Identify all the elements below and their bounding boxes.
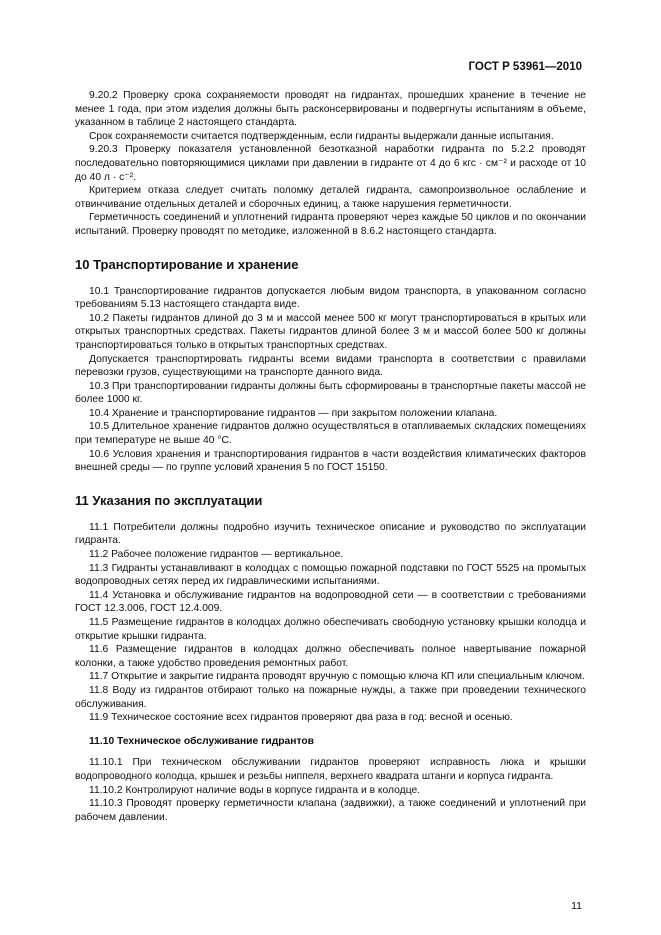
paragraph: 11.10.2 Контролируют наличие воды в корпусе гидранта и в колодце.: [89, 784, 421, 796]
paragraph: 11.4 Установка и обслуживание гидрантов на водопроводной сети — в соответствии с требованиями ГОСТ 12.3.006, ГОСТ 12.4.009.: [75, 589, 586, 615]
paragraph: Срок сохраняемости считается подтвержденным, если гидранты выдержали данные испытания.: [89, 130, 554, 142]
subsection-11-10: [75, 756, 586, 824]
page-body: [75, 89, 586, 824]
standard-number: ГОСТ Р 53961—2010: [468, 61, 582, 73]
paragraph: 10.5 Длительное хранение гидрантов должно осуществляться в отапливаемых складских помещениях при температуре не выше 40 °С.: [75, 421, 586, 447]
paragraph: 10.4 Хранение и транспортирование гидрантов — при закрытом положении клапана.: [89, 407, 498, 419]
section-heading-10: 10 Транспортирование и хранение: [75, 256, 299, 272]
paragraph: 11.6 Размещение гидрантов в колодцах должно обеспечивать полное навертывание пожарной колонки, а также удобство проведения ремонтных работ.: [75, 644, 586, 669]
paragraph: 11.5 Размещение гидрантов в колодцах должно обеспечивать свободную установку крышки колодца и открытие крышки гидранта.: [75, 617, 586, 642]
paragraph: 11.10.1 При техническом обслуживании гидрантов проверяют исправность люка и крышки водопроводного колодца, крышек и резьбы ниппеля, верхнего квадрата штанги и корпуса гидранта.: [75, 757, 586, 782]
section-10: [75, 285, 586, 475]
paragraph: 11.8 Воду из гидрантов отбирают только на пожарные нужды, а также при проведении технического обслуживания.: [75, 684, 586, 710]
paragraph: 11.7 Открытие и закрытие гидранта проводят вручную с помощью ключа КП или специальным ключом.: [89, 671, 585, 683]
paragraph: 9.20.3 Проверку показателя установленной безотказной наработки гидранта по 5.2.2 проводят последовательно повторяющимися циклами при давлении в гидранте от 4 до 6 кгс · см⁻² и расходе от 10 до 40 л · с⁻².: [75, 144, 586, 183]
paragraph: Допускается транспортировать гидранты всеми видами транспорта в соответствии с правилами перевозки грузов, существующими на транспорте данного вида.: [75, 353, 586, 379]
paragraph: 11.1 Потребители должны подробно изучить техническое описание и руководство по эксплуатации гидранта.: [75, 521, 586, 547]
paragraph: 11.3 Гидранты устанавливают в колодцах с помощью пожарной подставки по ГОСТ 5525 на промытых водопроводных сетях перед их гидравлическими испытаниями.: [75, 562, 586, 588]
paragraph: Критерием отказа следует считать поломку деталей гидранта, самопроизвольное ослабление и отвинчивание отдельных деталей и сборочных единиц, а также нарушения герметичности.: [75, 185, 586, 210]
paragraph: 10.2 Пакеты гидрантов длиной до 3 м и массой менее 500 кг могут транспортироваться в крытых или открытых транспортных средствах. Пакеты гидрантов длиной более 3 м и массой более 500 кг должны транспортироваться только в открытых транспортных средствах.: [75, 312, 586, 351]
paragraph: 10.3 При транспортировании гидранты должны быть сформированы в транспортные пакеты массой не более 1000 кг.: [75, 380, 586, 406]
paragraph: Герметичность соединений и уплотнений гидранта проверяют через каждые 50 циклов и по окончании испытаний. Проверку проводят по методике, изложенной в 8.6.2 настоящего стандарта.: [75, 212, 586, 237]
paragraph: 10.1 Транспортирование гидрантов допускается любым видом транспорта, в упакованном согласно требованиям 5.13 настоящего стандарта виде.: [75, 285, 586, 311]
section-11: [75, 521, 586, 725]
subsection-heading-11-10: 11.10 Техническое обслуживание гидрантов: [89, 735, 314, 747]
section-heading-11: 11 Указания по эксплуатации: [75, 492, 263, 508]
paragraph: 11.10.3 Проводят проверку герметичности клапана (задвижки), а также соединений и уплотнений при рабочем давлении.: [75, 798, 586, 823]
paragraph: 9.20.2 Проверку срока сохраняемости проводят на гидрантах, прошедших хранение в течение не менее 1 года, при этом изделия должны быть расконсервированы и подвергнуты испытаниям в объеме, указанном в таблице 2 настоящего стандарта.: [75, 90, 586, 129]
paragraph: 11.2 Рабочее положение гидрантов — вертикальное.: [89, 549, 344, 561]
paragraph: 11.9 Техническое состояние всех гидрантов проверяют два раза в год: весной и осенью.: [89, 712, 513, 724]
section-9-tail: [75, 89, 586, 239]
paragraph: 10.6 Условия хранения и транспортирования гидрантов в части воздействия климатических факторов внешней среды — по группе условий хранения 5 по ГОСТ 15150.: [75, 448, 586, 474]
page-number: 11: [571, 900, 582, 912]
